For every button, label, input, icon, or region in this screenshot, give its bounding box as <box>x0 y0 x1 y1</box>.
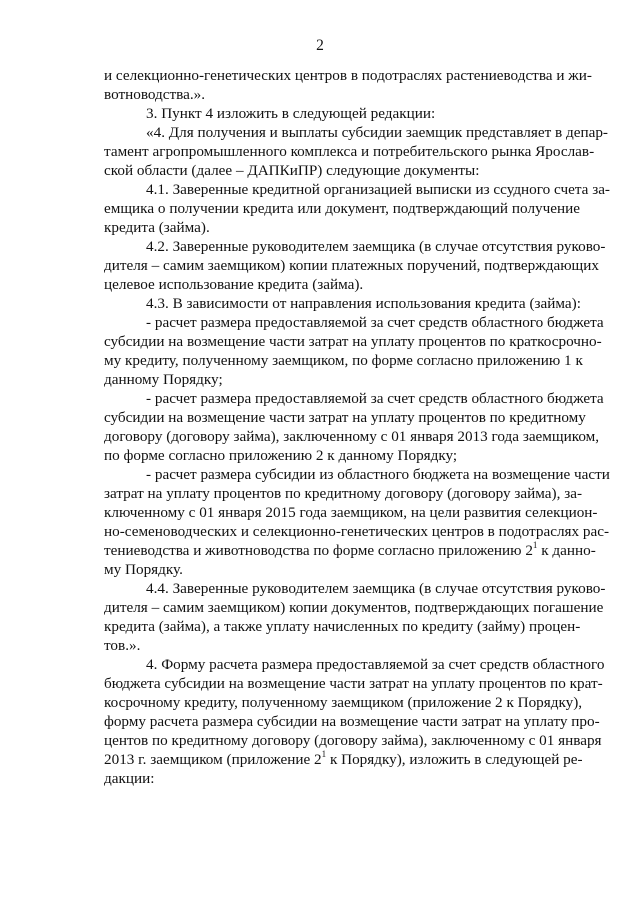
text-line-content: но-семеноводческих и селекционно-генетических центров в подотраслях рас- <box>104 523 610 540</box>
text-line <box>104 617 580 636</box>
text-line-content: 3. Пункт 4 изложить в следующей редакции: <box>146 105 436 122</box>
text-line <box>104 427 600 446</box>
text-line <box>104 693 583 712</box>
text-line <box>104 484 580 503</box>
text-line <box>104 712 600 731</box>
text-line-content: ключенному с 01 января 2015 года заемщиком, на цели развития селекцион- <box>104 504 598 521</box>
text-line <box>104 123 608 142</box>
text-line-content: - расчет размера субсидии из областного бюджета на возмещение части <box>146 466 610 483</box>
text-line <box>104 636 580 655</box>
text-line <box>104 66 592 85</box>
text-line-content: субсидии на возмещение части затрат на уплату процентов по кредитному <box>104 409 586 426</box>
text-line-content: затрат на уплату процентов по кредитному договору (договору займа), за- <box>104 485 582 502</box>
text-line <box>104 408 586 427</box>
text-line-content: кредита (займа). <box>104 219 210 236</box>
text-line-content: дителя – самим заемщиком) копии документов, подтверждающих погашение <box>104 599 604 616</box>
text-line-content: форму расчета размера субсидии на возмещение части затрат на уплату про- <box>104 713 600 730</box>
text-line-content: тениеводства и животноводства по форме согласно приложению 2 <box>104 542 533 559</box>
text-line-content: данному Порядку; <box>104 371 223 388</box>
text-line-content: - расчет размера предоставляемой за счет средств областного бюджета <box>146 314 604 331</box>
text-line <box>104 503 598 522</box>
text-line-content: тамент агропромышленного комплекса и потребительского рынка Ярослав- <box>104 143 595 160</box>
text-line-content: косрочному кредиту, полученному заемщиком (приложение 2 к Порядку), <box>104 694 583 711</box>
text-line <box>104 85 580 104</box>
text-line <box>104 218 580 237</box>
text-line-content: 2013 г. заемщиком (приложение 2 <box>104 751 322 768</box>
text-line-continuation: к Порядку), изложить в следующей ре- <box>326 751 583 768</box>
text-line <box>104 237 606 256</box>
text-line <box>104 256 599 275</box>
text-line <box>104 446 580 465</box>
text-line-content: 4.3. В зависимости от направления использования кредита (займа): <box>146 295 581 312</box>
text-line-content: емщика о получении кредита или документ, подтверждающий получение <box>104 200 580 217</box>
page-number: 2 <box>316 37 324 54</box>
text-line-content: 4.1. Заверенные кредитной организацией выписки из ссудного счета за- <box>146 181 610 198</box>
text-line-content: тов.». <box>104 637 141 654</box>
text-line-content: - расчет размера предоставляемой за счет средств областного бюджета <box>146 390 604 407</box>
text-line-continuation: к данно- <box>537 542 596 559</box>
text-line <box>104 748 583 769</box>
text-line-content: «4. Для получения и выплаты субсидии заемщик представляет в депар- <box>146 124 608 141</box>
document-body <box>104 66 610 788</box>
text-line-content: дителя – самим заемщиком) копии платежных поручений, подтверждающих <box>104 257 599 274</box>
text-line-content: кредита (займа), а также уплату начисленных по кредиту (займу) процен- <box>104 618 581 635</box>
superscript: 1 <box>321 748 327 759</box>
text-line <box>104 731 602 750</box>
text-line <box>104 389 604 408</box>
text-line-content: 4.4. Заверенные руководителем заемщика (в случае отсутствия руково- <box>146 580 606 597</box>
superscript: 1 <box>532 539 538 550</box>
text-line-content: договору (договору займа), заключенному с 01 января 2013 года заемщиком, <box>104 428 600 445</box>
text-line <box>104 522 610 541</box>
text-line <box>104 294 580 313</box>
text-line-content: по форме согласно приложению 2 к данному Порядку; <box>104 447 458 464</box>
text-line-content: вотноводства.». <box>104 86 206 103</box>
text-line <box>104 598 604 617</box>
text-line-content: целевое использование кредита (займа). <box>104 276 364 293</box>
text-line-content: 4.2. Заверенные руководителем заемщика (в случае отсутствия руково- <box>146 238 606 255</box>
text-line <box>104 579 606 598</box>
text-line <box>104 539 596 560</box>
text-line <box>104 180 610 199</box>
text-line-content: центов по кредитному договору (договору займа), заключенному с 01 января <box>104 732 602 749</box>
text-line <box>104 161 580 180</box>
text-line-content: бюджета субсидии на возмещение части затрат на уплату процентов по крат- <box>104 675 603 692</box>
text-line <box>104 560 580 579</box>
text-line <box>104 655 605 674</box>
text-line <box>104 465 610 484</box>
text-line-content: и селекционно-генетических центров в подотраслях растениеводства и жи- <box>104 67 592 84</box>
text-line <box>104 674 603 693</box>
text-line <box>104 142 595 161</box>
text-line <box>104 351 583 370</box>
text-line <box>104 104 580 123</box>
text-line <box>104 370 580 389</box>
text-line-content: субсидии на возмещение части затрат на уплату процентов по краткосрочно- <box>104 333 602 350</box>
text-line <box>104 275 580 294</box>
text-line <box>104 769 580 788</box>
text-line-content: му кредиту, полученному заемщиком, по форме согласно приложению 1 к <box>104 352 583 369</box>
text-line-content: му Порядку. <box>104 561 183 578</box>
text-line <box>104 199 580 218</box>
text-line-content: ской области (далее – ДАПКиПР) следующие документы: <box>104 162 480 179</box>
text-line-content: 4. Форму расчета размера предоставляемой за счет средств областного <box>146 656 605 673</box>
text-line <box>104 332 602 351</box>
text-line <box>104 313 604 332</box>
text-line-content: дакции: <box>104 770 155 787</box>
